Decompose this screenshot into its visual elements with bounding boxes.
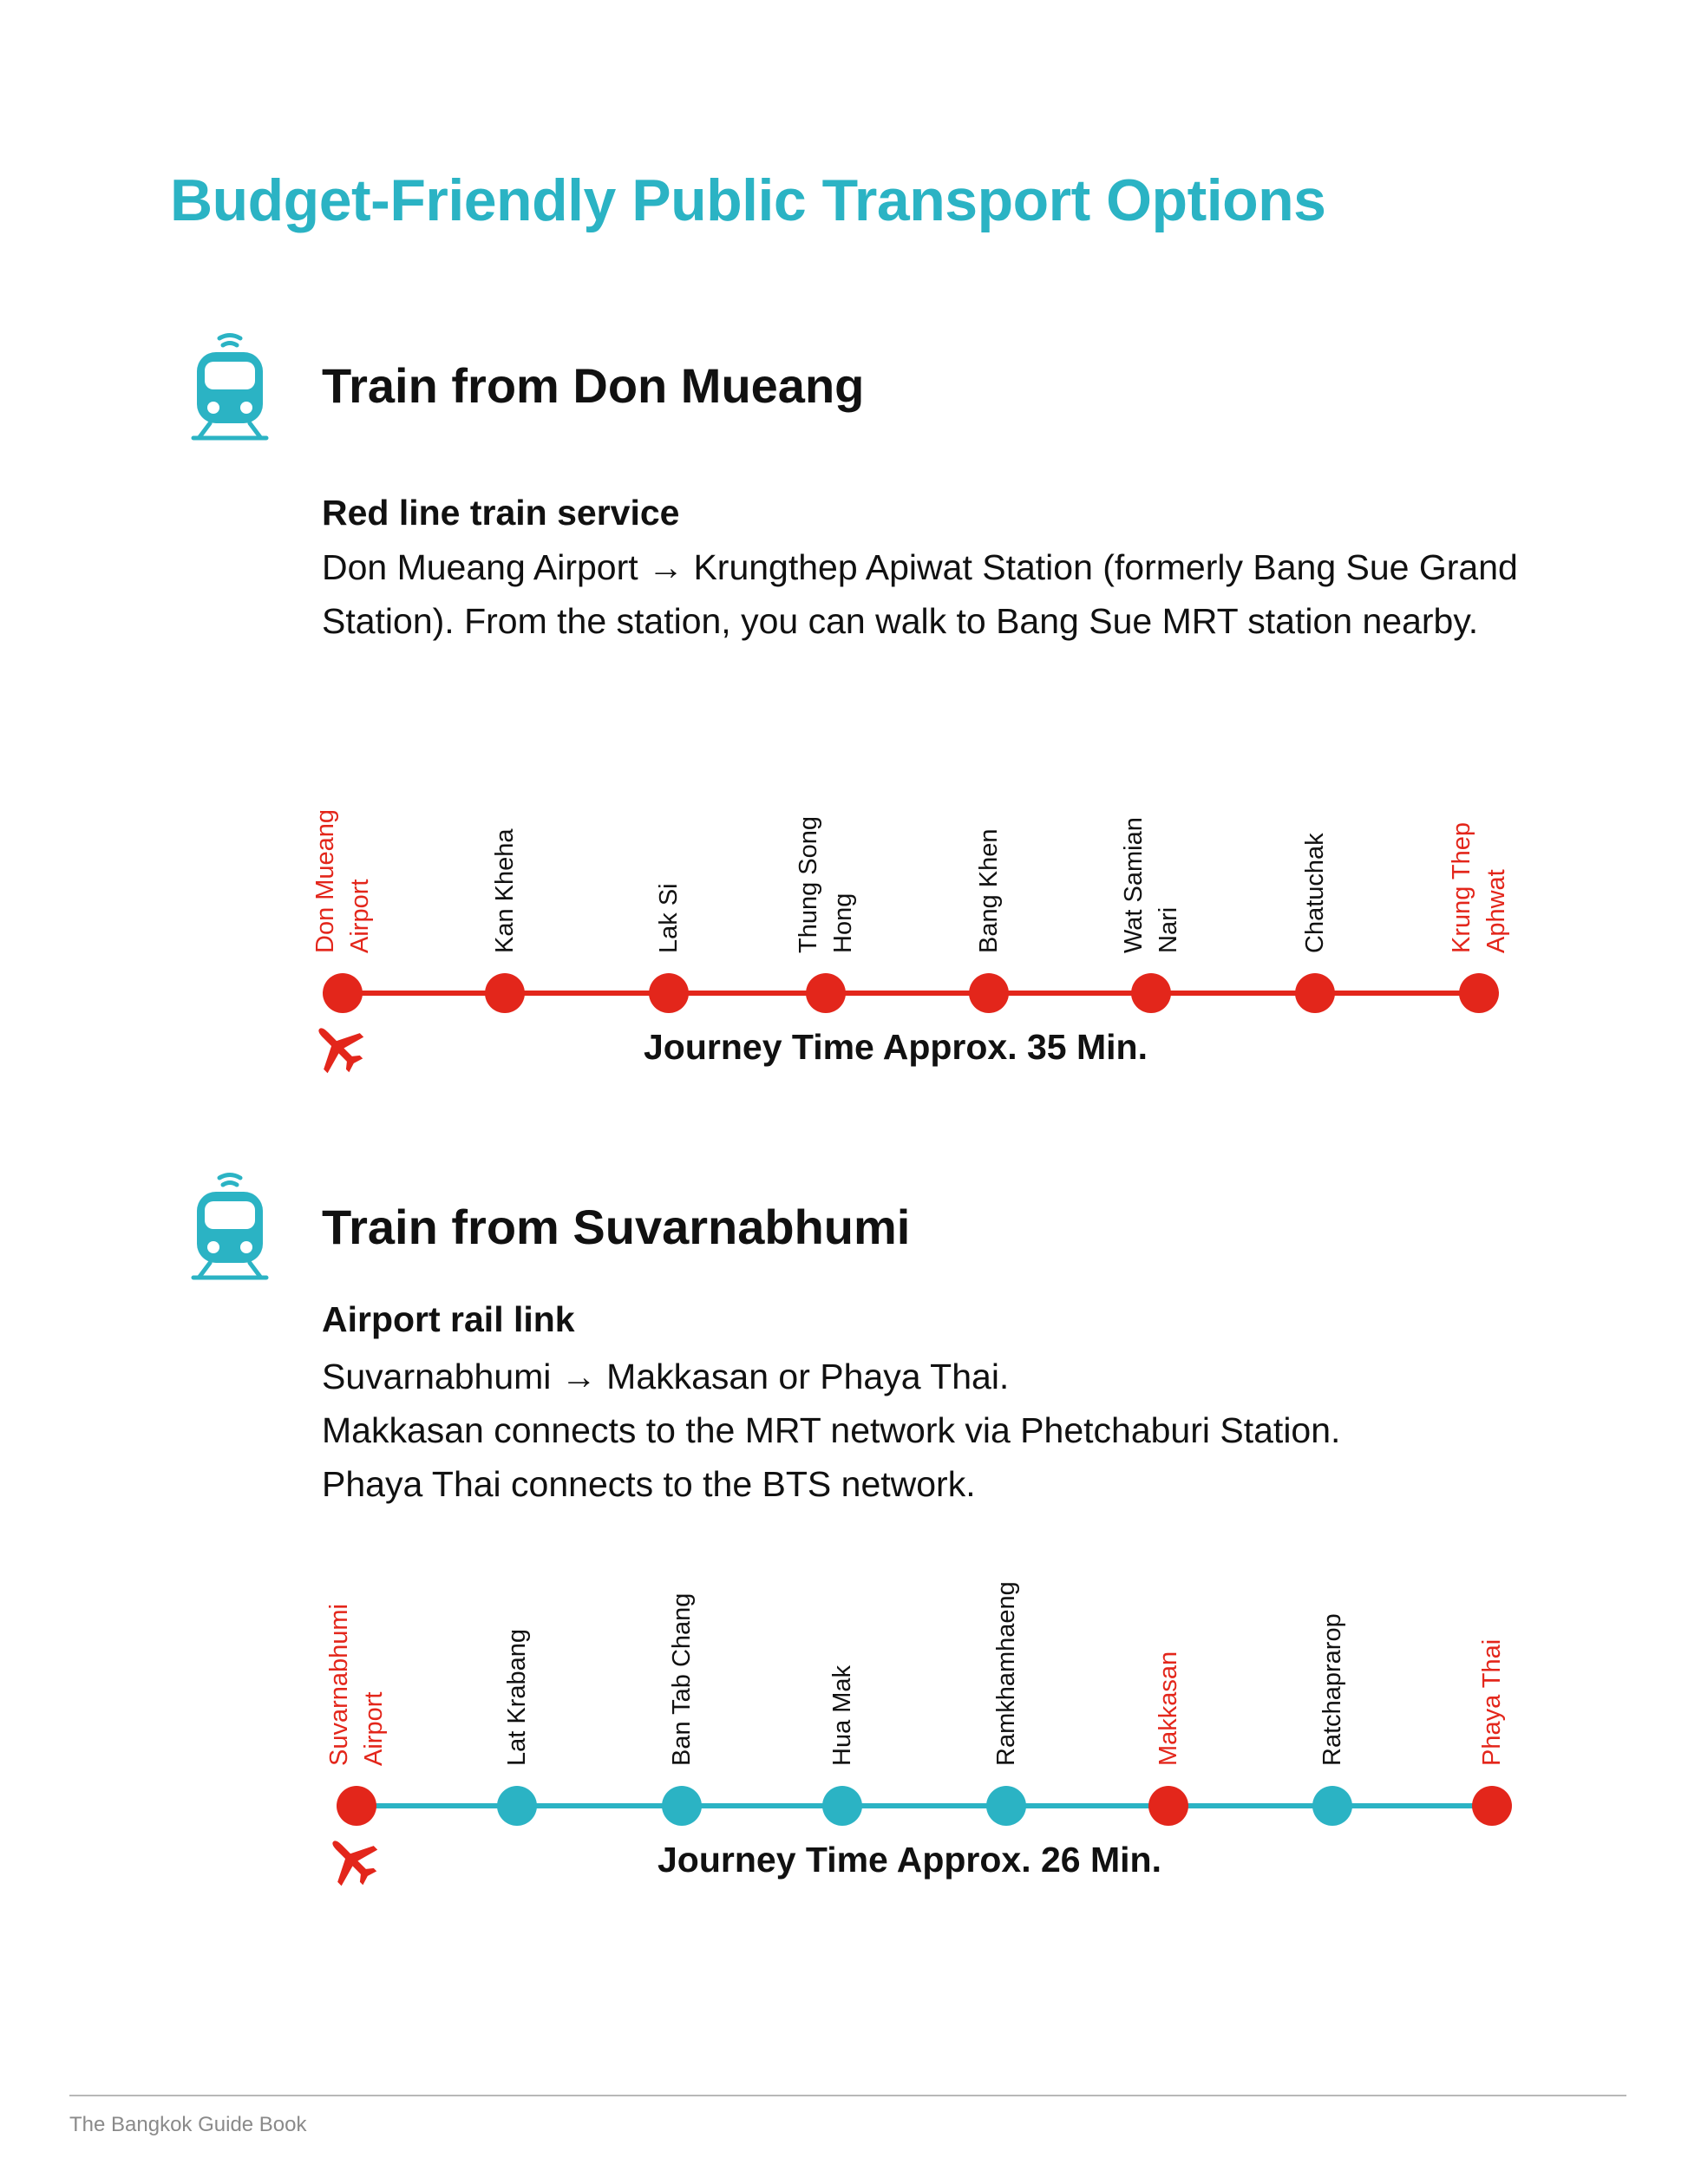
section-title: Train from Suvarnabhumi (322, 1200, 911, 1254)
station-name-line: Ban Tab Chang (668, 1592, 696, 1766)
station-dot (986, 1786, 1026, 1826)
station-name-line: Aphwat (1482, 869, 1510, 953)
station-name-line: Kan Kheha (491, 828, 519, 953)
station-label (1475, 1639, 1509, 1766)
station-label (1298, 833, 1332, 953)
station-name-line: Krung Thep (1448, 821, 1475, 953)
section-description (322, 540, 1554, 648)
station-name-line: Airport (360, 1691, 388, 1766)
station-label (1151, 1651, 1186, 1766)
section-description (322, 1350, 1554, 1511)
station-name-line: Suvarnabhumi (325, 1604, 353, 1766)
description-paragraph: Phaya Thai connects to the BTS network. (322, 1464, 976, 1504)
train-icon (191, 1171, 269, 1284)
station-name-line: Nari (1155, 906, 1182, 953)
station-label (1444, 822, 1514, 953)
station-dot (1295, 973, 1335, 1013)
station-dot (497, 1786, 537, 1826)
description-paragraph: Makkasan connects to the MRT network via Phetchaburi Station. (322, 1410, 1341, 1450)
airplane-icon (304, 1017, 373, 1078)
station-name-line: Bang Khen (975, 828, 1003, 953)
description-paragraph: Don Mueang Airport → Krungthep Apiwat Station (formerly Bang Sue Grand Station). From the station, you can walk to Bang Sue MRT station nearby. (322, 547, 1518, 641)
station-dot (806, 973, 846, 1013)
station-name-line: Lak Si (655, 883, 683, 953)
journey-time: Journey Time Approx. 26 Min. (658, 1840, 1161, 1880)
station-name-line: Airport (346, 879, 374, 953)
station-label (664, 1593, 699, 1766)
description-paragraph: Suvarnabhumi → Makkasan or Phaya Thai. (322, 1357, 1010, 1396)
station-dot (1472, 1786, 1512, 1826)
station-label (791, 816, 860, 953)
station-name-line: Ratchaprarop (1318, 1613, 1346, 1766)
station-label (322, 1604, 391, 1766)
station-name-line: Don Mueang (311, 808, 339, 953)
station-label (500, 1629, 534, 1766)
station-label (308, 809, 377, 953)
station-name-line: Phaya Thai (1478, 1638, 1506, 1766)
station-name-line: Makkasan (1155, 1651, 1182, 1766)
train-icon (191, 331, 269, 444)
station-name-line: Wat Samian (1120, 817, 1148, 953)
station-name-line: Chatuchak (1301, 833, 1329, 953)
station-name-line: Lat Krabang (503, 1628, 531, 1766)
station-dot (337, 1786, 376, 1826)
journey-time: Journey Time Approx. 35 Min. (644, 1027, 1148, 1067)
station-name-line: Thung Song (795, 815, 822, 953)
station-dot (1312, 1786, 1352, 1826)
page-title: Budget-Friendly Public Transport Options (170, 167, 1326, 233)
station-label (487, 828, 522, 953)
station-label (651, 883, 686, 953)
station-label (825, 1665, 860, 1766)
station-label (1116, 817, 1186, 953)
station-dot (822, 1786, 862, 1826)
station-dot (969, 973, 1009, 1013)
station-dot (662, 1786, 702, 1826)
airplane-icon (317, 1830, 387, 1891)
section-title: Train from Don Mueang (322, 358, 865, 413)
footer-divider (69, 2095, 1626, 2096)
station-dot (649, 973, 689, 1013)
station-name-line: Hua Mak (828, 1664, 856, 1766)
station-label (989, 1581, 1024, 1766)
station-name-line: Hong (829, 893, 857, 953)
station-label (972, 828, 1006, 953)
footer-text: The Bangkok Guide Book (69, 2113, 307, 2136)
station-dot (1459, 973, 1499, 1013)
section-subheading: Red line train service (322, 493, 680, 533)
station-name-line: Ramkhamhaeng (992, 1581, 1020, 1766)
station-dot (323, 973, 363, 1013)
station-dot (485, 973, 525, 1013)
station-dot (1148, 1786, 1188, 1826)
section-subheading: Airport rail link (322, 1299, 575, 1339)
station-dot (1131, 973, 1171, 1013)
station-label (1315, 1613, 1350, 1766)
